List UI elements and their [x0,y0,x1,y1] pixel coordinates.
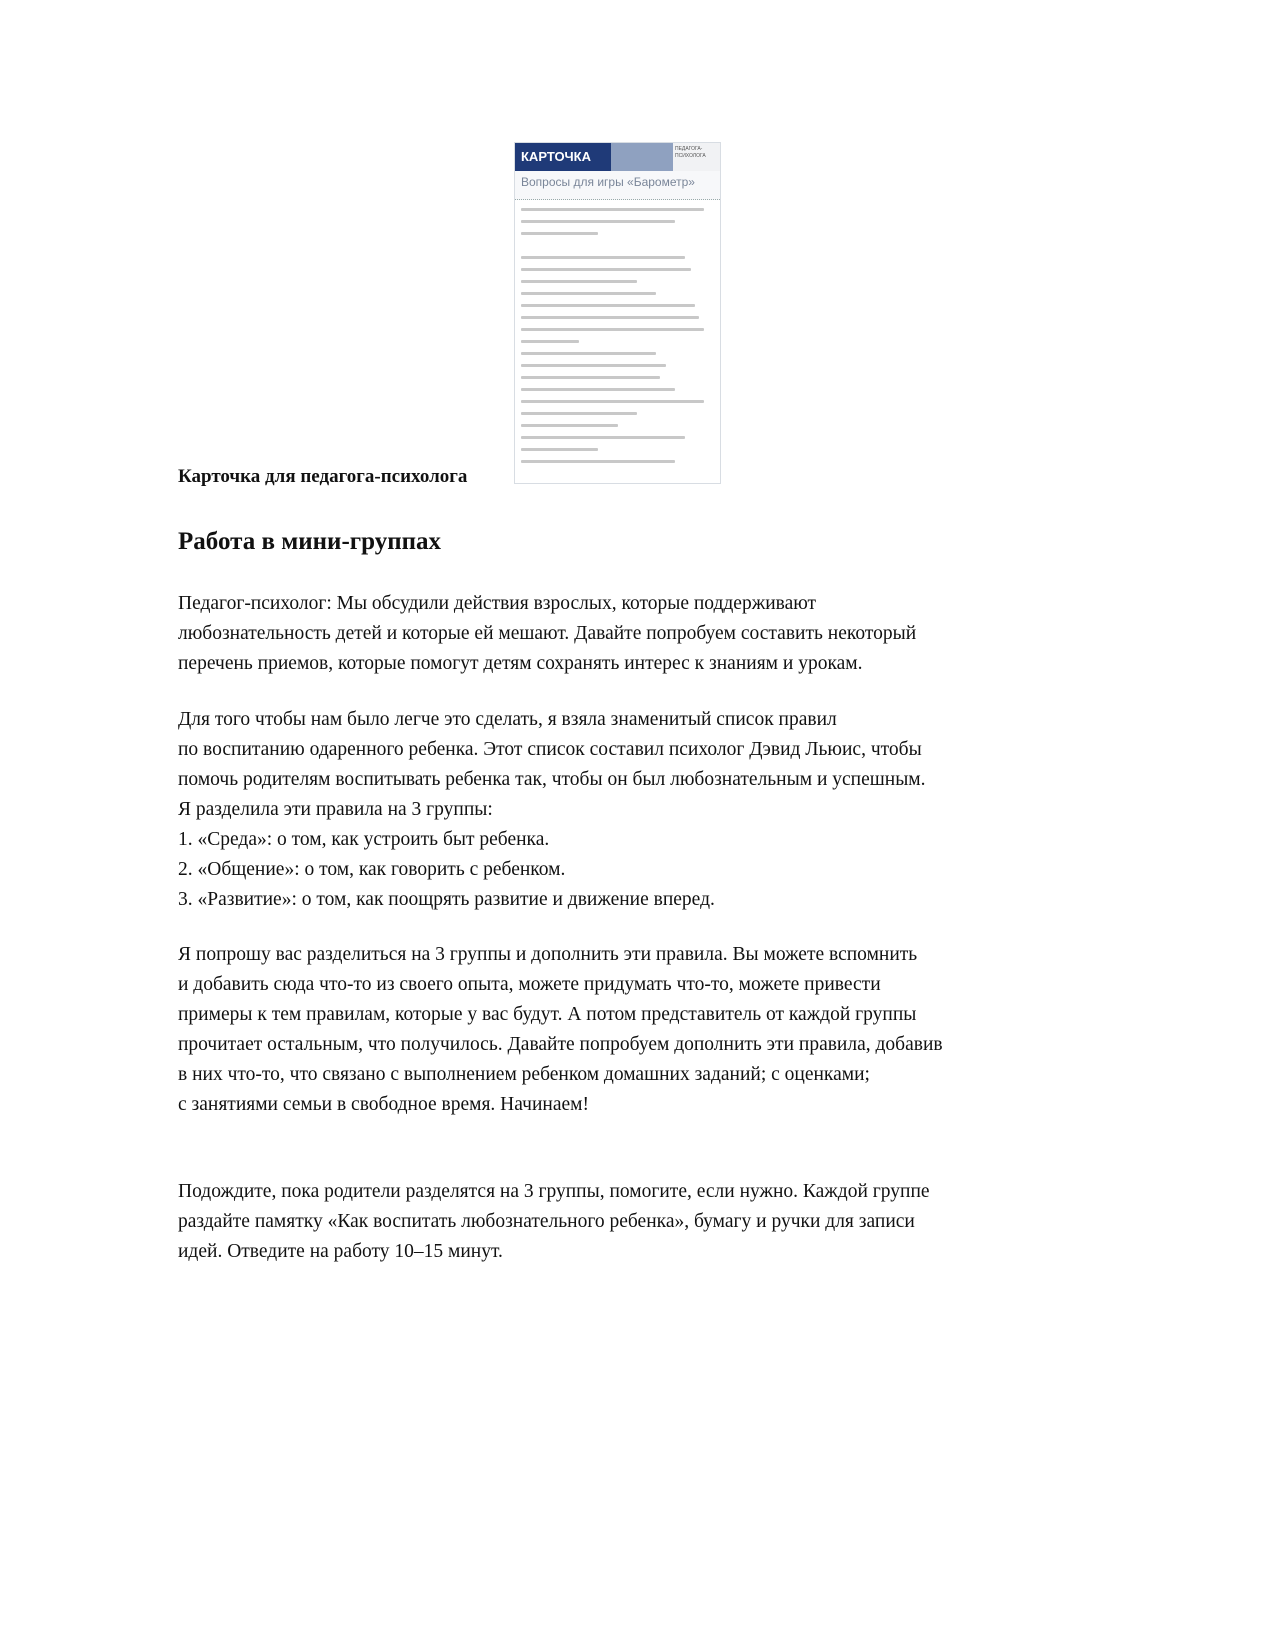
image-caption: Карточка для педагога-психолога [178,466,468,487]
text-line: прочитает остальным, что получилось. Давайте попробуем дополнить эти правила, добавив [178,1034,943,1055]
text-line: Подождите, пока родители разделятся на 3 группы, помогите, если нужно. Каждой группе [178,1181,930,1202]
text-line: 2. «Общение»: о том, как говорить с ребенком. [178,859,566,880]
card-text-line [521,460,675,463]
text-line: в них что-то, что связано с выполнением ребенком домашних заданий; с оценками; [178,1064,870,1085]
card-text-line [521,304,695,307]
card-text-line [521,436,685,439]
card-text-line [521,364,666,367]
text-line: по воспитанию одаренного ребенка. Этот список составил психолог Дэвид Льюис, чтобы [178,739,922,760]
text-line: Я разделила эти правила на 3 группы: [178,799,493,820]
text-line: с занятиями семьи в свободное время. Начинаем! [178,1094,589,1115]
card-text-line [521,448,598,451]
card-text-line [521,352,656,355]
paragraph [178,940,1058,1120]
card-text-line [521,208,704,211]
card-text-line [521,388,675,391]
text-line: перечень приемов, которые помогут детям сохранять интерес к знаниям и урокам. [178,653,863,674]
paragraph [178,589,1058,679]
card-text-lines [515,200,720,480]
text-line: Педагог-психолог: Мы обсудили действия взрослых, которые поддерживают [178,593,817,614]
card-question-title: Вопросы для игры «Барометр» [515,171,720,200]
card-text-line [521,268,691,271]
text-line: идей. Отведите на работу 10–15 минут. [178,1241,503,1262]
text-line: раздайте памятку «Как воспитать любознательного ребенка», бумагу и ручки для записи [178,1211,915,1232]
card-image [514,142,721,484]
text-line: любознательность детей и которые ей мешают. Давайте попробуем составить некоторый [178,623,917,644]
card-text-line [521,280,637,283]
card-text-line [521,316,699,319]
text-line: 3. «Развитие»: о том, как поощрять развитие и движение вперед. [178,889,715,910]
text-line: 1. «Среда»: о том, как устроить быт ребенка. [178,829,550,850]
paragraph [178,1177,1058,1267]
card-text-line [521,328,704,331]
card-text-line [521,256,685,259]
card-text-line [521,376,660,379]
text-line: примеры к тем правилам, которые у вас будут. А потом представитель от каждой группы [178,1004,917,1025]
card-text-line [521,412,637,415]
card-text-line [521,340,579,343]
card-title: КАРТОЧКА [515,143,611,171]
card-subtitle-band [611,143,673,171]
card-text-line [521,220,675,223]
text-line: Я попрошу вас разделиться на 3 группы и дополнить эти правила. Вы можете вспомнить [178,944,918,965]
section-heading: Работа в мини-группах [178,528,442,555]
text-line: и добавить сюда что-то из своего опыта, можете придумать что-то, можете привести [178,974,881,995]
card-text-line [521,400,704,403]
card-text-line [521,424,618,427]
text-line: помочь родителям воспитывать ребенка так, чтобы он был любознательным и успешным. [178,769,926,790]
text-line: Для того чтобы нам было легче это сделать, я взяла знаменитый список правил [178,709,837,730]
paragraph [178,705,1058,915]
card-text-line [521,232,598,235]
card-text-line [521,292,656,295]
card-logo: ПЕДАГОГА-ПСИХОЛОГА [673,143,720,171]
